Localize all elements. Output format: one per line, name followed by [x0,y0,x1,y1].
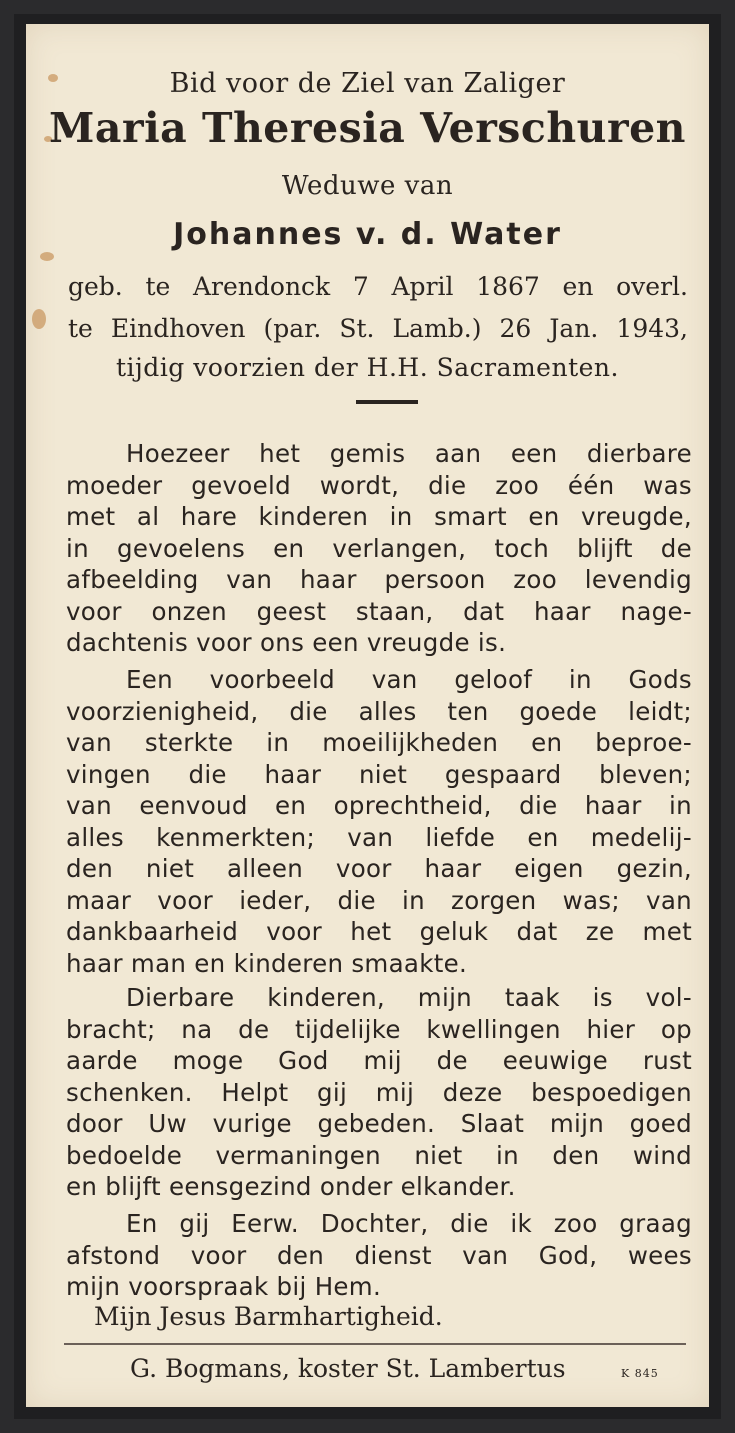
deceased-name: Maria Theresia Verschuren [49,104,686,152]
sacraments-line: tijdig voorzien der H.H. Sacramenten. [116,353,619,382]
text-line: haar man en kinderen smaakte. [66,948,468,978]
text-line: mijn voorspraak bij Hem. [66,1272,382,1301]
prayer-heading: Bid voor de Ziel van Zaliger [169,68,566,99]
printer-credit: G. Bogmans, koster St. Lambertus [130,1354,566,1383]
text-line: afstond voor den dienst van God, wees [66,1240,692,1270]
text-line: den niet alleen voor haar eigen gezin, [66,854,692,883]
text-line: voorzienigheid, die alles ten goede leidt; [66,696,692,726]
print-code: K 845 [621,1367,659,1380]
text-line: Een voorbeeld van geloof in Gods [126,665,692,694]
text-line: dachtenis voor ons een vreugde is. [66,628,507,657]
widow-of-label: Weduwe van [281,171,454,201]
text-line: Dierbare kinderen, mijn taak is vol- [126,983,692,1012]
paragraph-1 [66,438,692,659]
paragraph-3 [66,982,692,1203]
text-line: maar voor ieder, die in zorgen was; van [66,885,692,915]
memorial-card [14,14,721,1419]
text-line: alles kenmerkten; van liefde en medelij- [66,822,692,852]
stain-mark [32,309,46,329]
text-line: Hoezeer het gemis aan een dierbare [126,439,692,468]
footer-rule [64,1343,686,1345]
text-line: van sterkte in moeilijkheden en beproe- [66,728,692,757]
birth-line: geb. te Arendonck 7 April 1867 en overl. [68,272,688,301]
text-line: bracht; na de tijdelijke kwellingen hier op [66,1014,692,1044]
text-line: afbeelding van haar persoon zoo levendig [66,565,692,594]
closing-prayer: Mijn Jesus Barmhartigheid. [94,1302,443,1331]
text-line: vingen die haar niet gespaard bleven; [66,759,692,789]
paragraph-4 [66,1208,692,1303]
death-line: te Eindhoven (par. St. Lamb.) 26 Jan. 1943, [68,314,688,343]
text-line: dankbaarheid voor het geluk dat ze met [66,917,692,946]
husband-name: Johannes v. d. Water [173,217,562,252]
text-line: aarde moge God mij de eeuwige rust [66,1046,692,1075]
card-paper [26,24,709,1407]
text-line: moeder gevoeld wordt, die zoo één was [66,470,692,500]
divider [356,400,418,404]
stain-mark [40,252,54,261]
text-line: van eenvoud en oprechtheid, die haar in [66,791,692,820]
text-line: bedoelde vermaningen niet in den wind [66,1140,692,1170]
text-line: voor onzen geest staan, dat haar nage- [66,596,692,626]
paragraph-2 [66,664,692,979]
text-line: En gij Eerw. Dochter, die ik zoo graag [126,1209,692,1238]
text-line: schenken. Helpt gij mij deze bespoedigen [66,1077,692,1107]
text-line: en blijft eensgezind onder elkander. [66,1172,516,1201]
text-line: in gevoelens en verlangen, toch blijft de [66,533,692,563]
text-line: door Uw vurige gebeden. Slaat mijn goed [66,1109,692,1138]
text-line: met al hare kinderen in smart en vreugde, [66,502,692,531]
